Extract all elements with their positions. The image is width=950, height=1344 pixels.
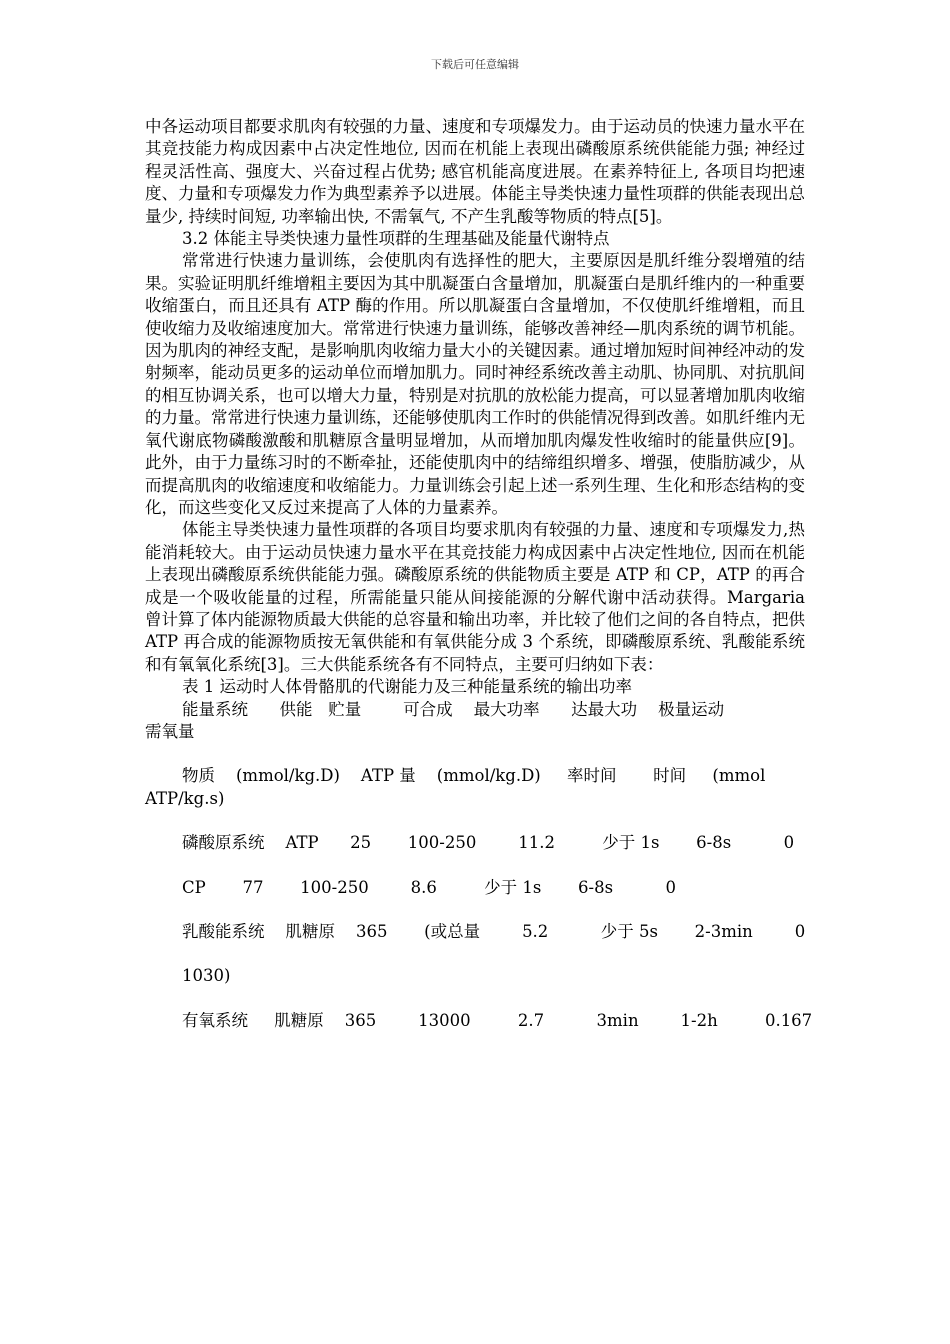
table-header-1 xyxy=(145,699,805,744)
paragraph-2: 常常进行快速力量训练，会使肌肉有选择性的肥大，主要原因是肌纤维分裂增殖的结果。实验证明肌纤维增粗主要因为其中肌凝蛋白含量增加，肌凝蛋白是肌纤维内的一种重要收缩蛋白，而且还具有 ATP 酶的作用。所以肌凝蛋白含量增加，不仅使肌纤维增粗，而且使收缩力及收缩速度加大。常常进行快速力量训练，能够改善神经—肌肉系统的调节机能。因为肌肉的神经支配，是影响肌肉收缩力量大小的关键因素。通过增加短时间神经冲动的发射频率，能动员更多的运动单位而增加肌力。同时神经系统改善主动肌、协同肌、对抗肌间的相互协调关系，也可以增大力量，特别是对抗肌的放松能力提高，可以显著增加肌肉收缩的力量。常常进行快速力量训练，还能够使肌肉工作时的供能情况得到改善。如肌纤维内无氧代谢底物磷酸激酸和肌糖原含量明显增加，从而增加肌肉爆发性收缩时的能量供应[9]。此外，由于力量练习时的不断牵扯，还能使肌肉中的结缔组织增多、增强，使脂肪减少，从而提高肌肉的收缩速度和收缩能力。力量训练会引起上述一系列生理、生化和形态结构的变化，而这些变化又反过来提高了人体的力量素养。 xyxy=(145,251,805,517)
table-header-2a: 物质 (mmol/kg.D) ATP 量 (mmol/kg.D) 率时间 时间 (mmol xyxy=(182,766,766,786)
table-header-2 xyxy=(145,765,805,810)
document-body xyxy=(145,116,813,1032)
table-header-1a: 能量系统 供能 贮量 可合成 最大功率 达最大功 极量运动 xyxy=(182,699,725,719)
page-header: 下载后可任意编辑 xyxy=(431,58,519,71)
table-header-2b: ATP/kg.s) xyxy=(145,788,225,808)
paragraph-1: 中各运动项目都要求肌肉有较强的力量、速度和专项爆发力。由于运动员的快速力量水平在其竞技能力构成因素中占决定性地位, 因而在机能上表现出磷酸原系统供能能力强; 神经过程灵活性高、强度大、兴奋过程占优势; 感官机能高度进展。在素养特征上, 各项目均把速度、力量和专项爆发力作为典型素养予以进展。体能主导类快速力量性项群的供能表现出总量少, 持续时间短, 功率输出快, 不需氧气, 不产生乳酸等物质的特点[5]。 xyxy=(145,117,805,226)
table-row: 1030) xyxy=(182,966,231,986)
table-row: 有氧系统 肌糖原 365 13000 2.7 3min 1-2h 0.167 xyxy=(182,1010,813,1030)
table-header-1b: 需氧量 xyxy=(145,721,195,741)
table-caption: 表 1 运动时人体骨骼肌的代谢能力及三种能量系统的输出功率 xyxy=(182,677,632,697)
table-row: CP 77 100-250 8.6 少于 1s 6-8s 0 xyxy=(182,877,677,897)
table-row: 磷酸原系统 ATP 25 100-250 11.2 少于 1s 6-8s 0 xyxy=(182,833,795,853)
paragraph-3: 体能主导类快速力量性项群的各项目均要求肌肉有较强的力量、速度和专项爆发力,热能消耗较大。由于运动员快速力量水平在其竞技能力构成因素中占决定性地位, 因而在机能上表现出磷酸原系统供能能力强。磷酸原系统的供能物质主要是 ATP 和 CP，ATP 的再合成是一个吸收能量的过程，所需能量只能从间接能源的分解代谢中活动获得。Margaria 曾计算了体内能源物质最大供能的总容量和输出功率，并比较了他们之间的各自特点，把供 ATP 再合成的能源物质按无氧供能和有氧供能分成 3 个系统，即磷酸原系统、乳酸能系统和有氧氧化系统[3]。三大供能系统各有不同特点，主要可归纳如下表： xyxy=(145,520,805,674)
table-row: 乳酸能系统 肌糖原 365 (或总量 5.2 少于 5s 2-3min 0 xyxy=(182,922,806,941)
section-heading: 3.2 体能主导类快速力量性项群的生理基础及能量代谢特点 xyxy=(182,229,610,249)
